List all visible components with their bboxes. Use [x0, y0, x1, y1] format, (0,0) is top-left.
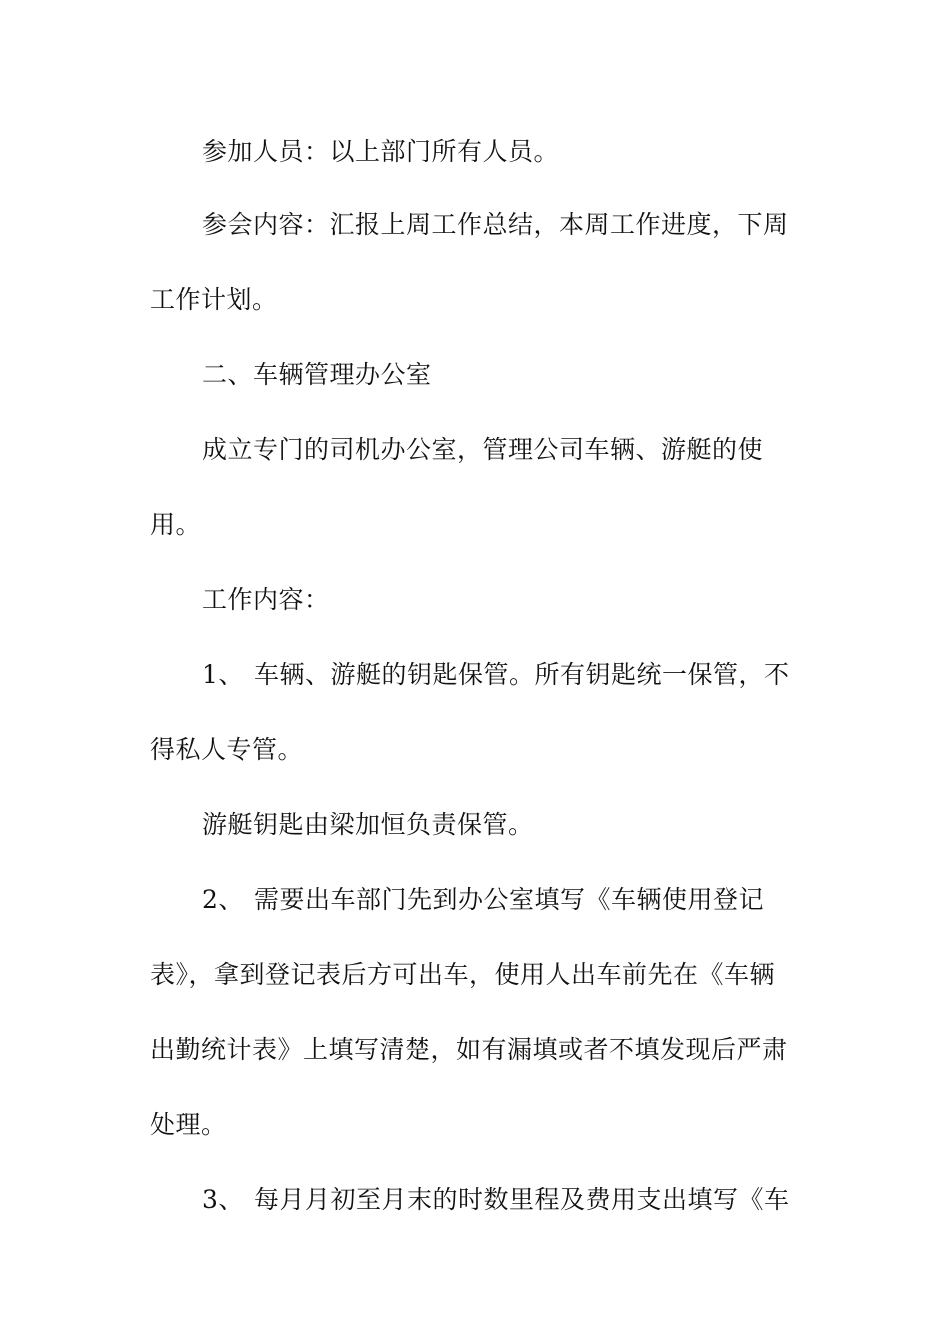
work-content-label: 工作内容：	[202, 585, 330, 614]
paragraph-attendees: 参加人员：以上部门所有人员。	[202, 137, 560, 166]
paragraph-driver-office-cont: 用。	[150, 510, 202, 539]
list-number: 1、	[202, 660, 244, 689]
list-number: 2、	[202, 885, 244, 914]
paragraph-meeting-content: 参会内容：汇报上周工作总结，本周工作进度，下周	[202, 210, 789, 239]
list-item-2-cont-2: 出勤统计表》上填写清楚，如有漏填或者不填发现后严肃	[150, 1035, 788, 1064]
list-item-text: 需要出车部门先到办公室填写《车辆使用登记	[254, 885, 765, 914]
list-item-1	[202, 659, 852, 691]
list-item-2	[202, 884, 852, 916]
list-item-2-cont-1: 表》，拿到登记表后方可出车，使用人出车前先在《车辆	[150, 960, 776, 989]
paragraph-yacht-keys: 游艇钥匙由梁加恒负责保管。	[202, 810, 534, 839]
list-item-3	[202, 1184, 852, 1216]
list-item-1-cont: 得私人专管。	[150, 735, 304, 764]
list-item-2-cont-3: 处理。	[150, 1110, 227, 1139]
list-item-text: 车辆、游艇的钥匙保管。所有钥匙统一保管，不	[254, 660, 790, 689]
paragraph-meeting-content-cont: 工作计划。	[150, 285, 278, 314]
list-item-text: 每月月初至月末的时数里程及费用支出填写《车	[254, 1185, 790, 1214]
section-heading: 二、车辆管理办公室	[202, 360, 432, 389]
list-number: 3、	[202, 1185, 244, 1214]
paragraph-driver-office: 成立专门的司机办公室，管理公司车辆、游艇的使	[202, 435, 764, 464]
